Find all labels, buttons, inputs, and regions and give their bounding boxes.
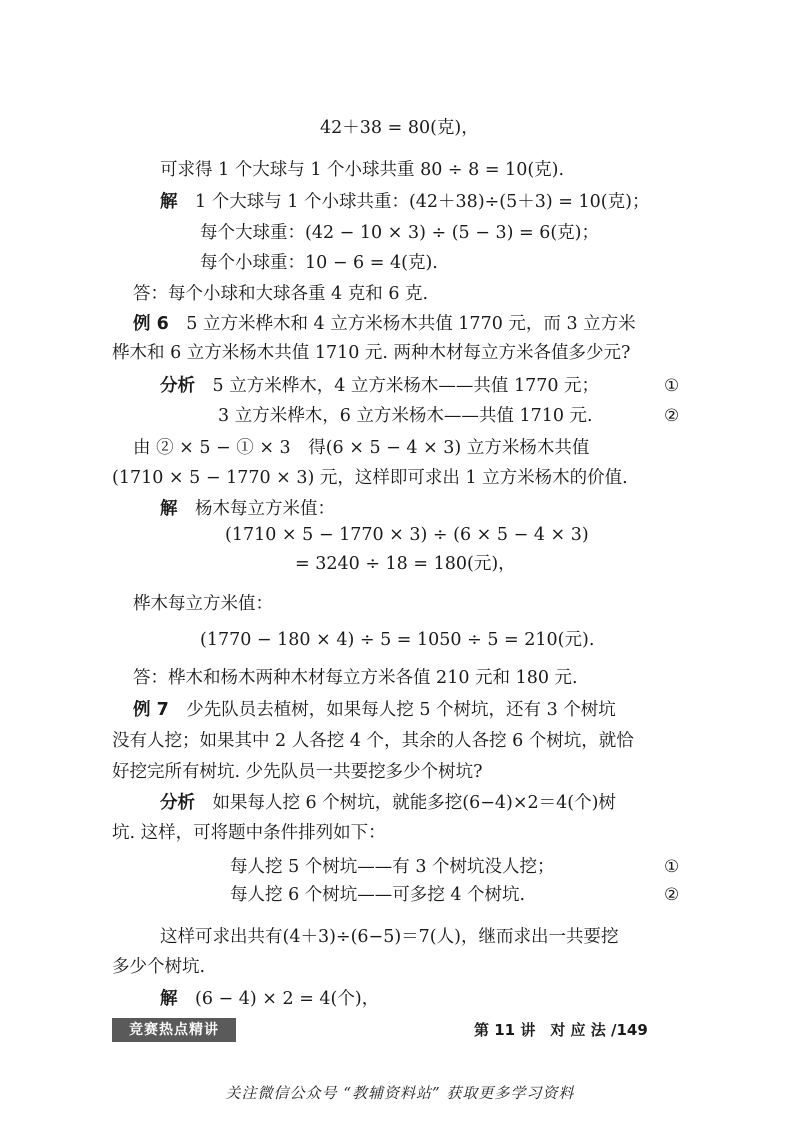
analysis-text: 如果每人挖 6 个树坑，就能多挖(6−4)×2＝4(个)树: [212, 793, 616, 813]
circle-mark-two: ②: [664, 885, 680, 905]
text-line: 没有人挖；如果其中 2 人各挖 4 个，其余的人各挖 6 个树坑，就恰: [112, 731, 634, 751]
circle-mark-one: ①: [664, 376, 680, 396]
circle-mark-one: ①: [664, 857, 680, 877]
analysis-text: 5 立方米桦木，4 立方米杨木——共值 1770 元；: [212, 376, 600, 396]
text-line: (1710 × 5 − 1770 × 3) 元，这样即可求出 1 立方米杨木的价值.: [112, 468, 628, 488]
answer-line: 答：桦木和杨木两种木材每立方米各值 210 元和 180 元.: [133, 668, 578, 688]
solution-text: 1 个大球与 1 个小球共重：(42＋38)÷(5＋3) = 10(克)；: [195, 192, 650, 212]
equation-line: = 3240 ÷ 18 = 180(元)，: [295, 554, 516, 574]
text-line: 这样可求出共有(4＋3)÷(6−5)＝7(人)，继而求出一共要挖: [160, 927, 619, 947]
equation-line: 42＋38 = 80(克)，: [320, 118, 479, 138]
text-line: 每人挖 5 个树坑——有 3 个树坑没人挖；: [230, 857, 555, 877]
text-line: 可求得 1 个大球与 1 个小球共重 80 ÷ 8 = 10(克).: [160, 160, 565, 180]
text-line: 好挖完所有树坑. 少先队员一共要挖多少个树坑?: [112, 762, 483, 782]
equation-line: (1770 − 180 × 4) ÷ 5 = 1050 ÷ 5 = 210(元).: [200, 630, 595, 650]
text-line: 每个大球重：(42 − 10 × 3) ÷ (5 − 3) = 6(克)；: [200, 223, 599, 243]
solution-line: [160, 497, 335, 521]
example-6-text: 5 立方米桦木和 4 立方米杨木共值 1770 元，而 3 立方米: [186, 314, 636, 334]
text-line: 桦木每立方米值：: [133, 594, 273, 614]
solution-line: [160, 190, 649, 214]
text-line: 多少个树坑.: [112, 957, 206, 977]
solution-line: [160, 987, 379, 1011]
footer-badge: 竞赛热点精讲: [112, 1018, 236, 1042]
analysis-line: [160, 791, 616, 815]
example-7-label: 例 7: [133, 700, 169, 720]
example-7-line: [133, 698, 616, 722]
solution-text: (6 − 4) × 2 = 4(个)，: [195, 989, 380, 1009]
analysis-label: 分析: [160, 376, 195, 396]
footer-chapter: [474, 1018, 648, 1042]
example-7-text: 少先队员去植树，如果每人挖 5 个树坑，还有 3 个树坑: [186, 700, 616, 720]
answer-line: 答：每个小球和大球各重 4 克和 6 克.: [133, 284, 429, 304]
chapter-title: 第 11 讲 对 应 法: [474, 1021, 606, 1039]
solution-label: 解: [160, 192, 178, 212]
example-6-label: 例 6: [133, 314, 169, 334]
solution-text: 杨木每立方米值：: [195, 499, 335, 519]
solution-label: 解: [160, 989, 178, 1009]
text-line: 每个小球重：10 − 6 = 4(克).: [200, 253, 438, 273]
analysis-label: 分析: [160, 793, 195, 813]
text-line: 每人挖 6 个树坑——可多挖 4 个树坑.: [230, 885, 526, 905]
text-line: 3 立方米桦木，6 立方米杨木——共值 1710 元.: [218, 406, 593, 426]
text-line: 坑. 这样，可将题中条件排列如下：: [112, 823, 386, 843]
watermark-text: 关注微信公众号 “教辅资料站” 获取更多学习资料: [225, 1084, 575, 1102]
analysis-line: [160, 374, 599, 398]
page-number: /149: [611, 1021, 648, 1039]
circle-mark-two: ②: [664, 406, 680, 426]
equation-line: (1710 × 5 − 1770 × 3) ÷ (6 × 5 − 4 × 3): [225, 525, 589, 545]
text-line: 由 ② × 5 − ① × 3 得(6 × 5 − 4 × 3) 立方米杨木共值: [133, 438, 590, 458]
solution-label: 解: [160, 499, 178, 519]
example-6-line: [133, 312, 636, 336]
text-line: 桦木和 6 立方米杨木共值 1710 元. 两种木材每立方米各值多少元?: [112, 343, 631, 363]
